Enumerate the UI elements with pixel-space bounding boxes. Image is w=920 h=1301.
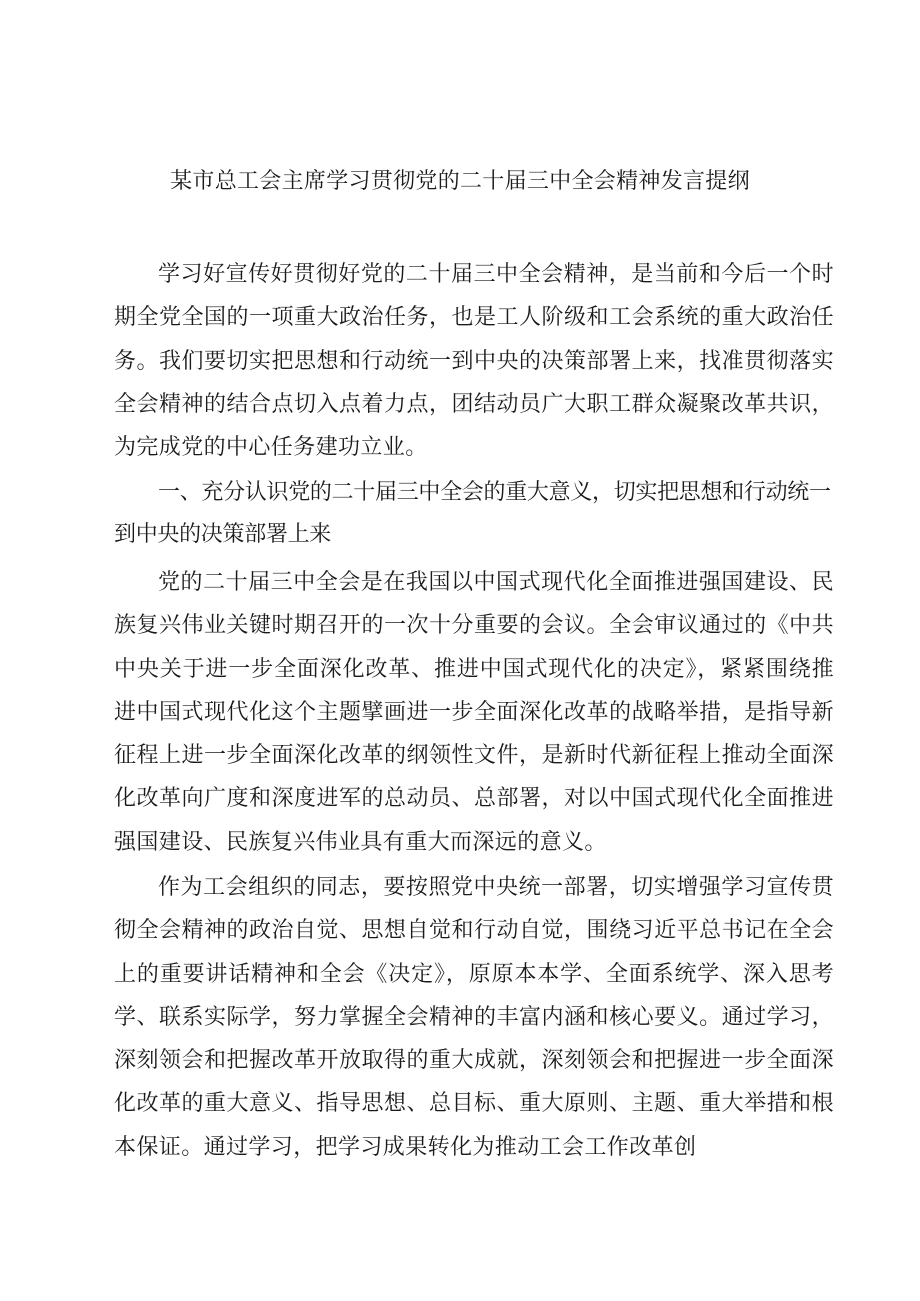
section-paragraph: 作为工会组织的同志，要按照党中央统一部署，切实增强学习宣传贯彻全会精神的政治自觉、思想自觉和行动自觉，围绕习近平总书记在全会上的重要讲话精神和全会《决定》，原原本本学、全面系统学、深入思考学、联系实际学，努力掌握全会精神的丰富内涵和核心要义。通过学习，深刻领会和把握改革开放取得的重大成就，深刻领会和把握进一步全面深化改革的重大意义、指导思想、总目标、重大原则、主题、重大举措和根本保证。通过学习，把学习成果转化为推动工会工作改革创 [114, 875, 834, 1160]
intro-paragraph: 学习好宣传好贯彻好党的二十届三中全会精神，是当前和今后一个时期全党全国的一项重大政治任务，也是工人阶级和工会系统的重大政治任务。我们要切实把思想和行动统一到中央的决策部署上来，找准贯彻落实全会精神的结合点切入点着力点，团结动员广大职工群众凝聚改革共识，为完成党的中心任务建功立业。 [114, 262, 834, 461]
section-heading: 一、充分认识党的二十届三中全会的重大意义，切实把思想和行动统一到中央的决策部署上来 [114, 480, 831, 547]
document-title: 某市总工会主席学习贯彻党的二十届三中全会精神发言提纲 [170, 169, 750, 194]
section-paragraph: 党的二十届三中全会是在我国以中国式现代化全面推进强国建设、民族复兴伟业关键时期召开的一次十分重要的会议。全会审议通过的《中共中央关于进一步全面深化改革、推进中国式现代化的决定》，紧紧围绕推进中国式现代化这个主题擘画进一步全面深化改革的战略举措，是指导新征程上进一步全面深化改革的纲领性文件，是新时代新征程上推动全面深化改革向广度和深度进军的总动员、总部署，对以中国式现代化全面推进强国建设、民族复兴伟业具有重大而深远的意义。 [114, 570, 834, 855]
